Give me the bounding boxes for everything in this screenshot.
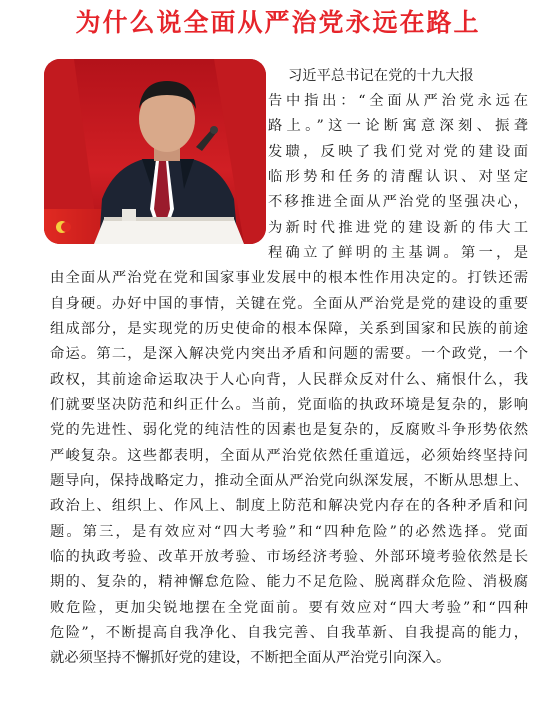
paragraph-line: 习近平总书记在党的十九大报: [288, 68, 474, 84]
paragraph-line: 危险”，不断提高自我净化、自我完善、自我革新、自我提高的能力，: [50, 625, 528, 641]
paragraph-line: 党的先进性、弱化党的纯洁性的因素也是复杂的，反腐败斗争形势依然: [50, 422, 528, 438]
paragraph-line: 政治上、组织上、作风上、制度上防范和解决党内存在的各种矛盾和问: [50, 498, 528, 514]
paragraph-line: 们就要坚决防范和纠正什么。当前，党面临的执政环境是复杂的，影响: [50, 397, 528, 413]
paragraph-line: 题导向，保持战略定力，推动全面从严治党向纵深发展，不断从思想上、: [50, 473, 528, 489]
paragraph-line: 自身硬。办好中国的事情，关键在党。全面从严治党是党的建设的重要: [50, 296, 528, 312]
paragraph-line: 不移推进全面从严治党的坚强决心，: [268, 194, 528, 210]
paragraph-line: 严峻复杂。这些都表明，全面从严治党依然任重道远，必须始终坚持问: [50, 448, 528, 464]
paragraph-line: 题。第三，是有效应对“四大考验”和“四种危险”的必然选择。党面: [50, 524, 528, 540]
leader-at-podium-photo-icon: [44, 59, 266, 244]
paragraph-line: 临形势和任务的清醒认识、对坚定: [268, 169, 528, 185]
paragraph-line: 由全面从严治党在党和国家事业发展中的根本性作用决定的。打铁还需: [50, 270, 528, 286]
article-photo: [44, 59, 266, 244]
paragraph-line: 临的执政考验、改革开放考验、市场经济考验、外部环境考验依然是长: [50, 549, 528, 565]
paragraph-line: 政权，其前途命运取决于人心向背，人民群众反对什么、痛恨什么，我: [50, 372, 528, 388]
article-title: 为什么说全面从严治党永远在路上: [75, 8, 481, 37]
paragraph-line: 就必须坚持不懈抓好党的建设，不断把全面从严治党引向深入。: [50, 650, 451, 666]
paragraph-line: 组成部分，是实现党的历史使命的根本保障，关系到国家和民族的前途: [50, 321, 528, 337]
paragraph-line: 程确立了鲜明的主基调。第一，是: [268, 245, 528, 261]
paragraph-line: 告中指出：“全面从严治党永远在: [268, 93, 528, 109]
paragraph-line: 为新时代推进党的建设新的伟大工: [268, 220, 528, 236]
paragraph-line: 期的、复杂的，精神懈怠危险、能力不足危险、脱离群众危险、消极腐: [50, 574, 528, 590]
paragraph-line: 发聩，反映了我们党对党的建设面: [268, 144, 528, 160]
paragraph-line: 命运。第二，是深入解决党内突出矛盾和问题的需要。一个政党，一个: [50, 346, 528, 362]
paragraph-line: 败危险，更加尖锐地摆在全党面前。要有效应对“四大考验”和“四种: [50, 600, 528, 616]
paragraph-line: 路上。”这一论断寓意深刻、振聋: [268, 118, 528, 134]
